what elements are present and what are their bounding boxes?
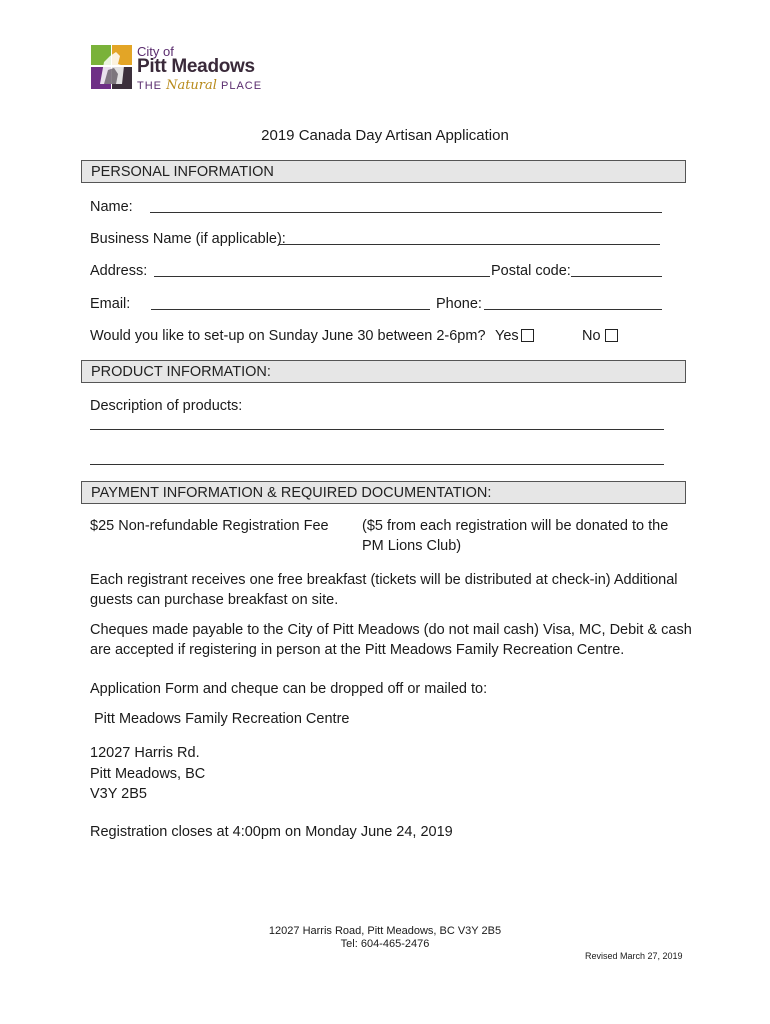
product-section-header [81, 360, 686, 383]
no-checkbox[interactable] [605, 329, 618, 342]
personal-heading: PERSONAL INFORMATION [91, 164, 274, 180]
email-field[interactable] [151, 296, 430, 310]
cheques-note-line-1: Cheques made payable to the City of Pitt Meadows (do not mail cash) Visa, MC, Debit & cash [90, 622, 692, 638]
description-line-1[interactable] [90, 416, 664, 430]
breakfast-note-line-1: Each registrant receives one free breakfast (tickets will be distributed at check-in) Additional [90, 572, 678, 588]
description-line-2[interactable] [90, 451, 664, 465]
yes-checkbox[interactable] [521, 329, 534, 342]
postal-code-label: Postal code: [491, 263, 571, 279]
registration-fee: $25 Non-refundable Registration Fee [90, 518, 329, 534]
mailing-address-line-3: V3Y 2B5 [90, 786, 147, 802]
email-label: Email: [90, 296, 131, 312]
page-title: 2019 Canada Day Artisan Application [261, 127, 509, 144]
registration-deadline: Registration closes at 4:00pm on Monday June 24, 2019 [90, 824, 453, 840]
cheques-note-line-2: are accepted if registering in person at the Pitt Meadows Family Recreation Centre. [90, 642, 625, 658]
dropoff-instructions: Application Form and cheque can be dropped off or mailed to: [90, 681, 488, 697]
phone-field[interactable] [484, 296, 662, 310]
mailing-address-line-1: 12027 Harris Rd. [90, 745, 200, 761]
payment-heading: PAYMENT INFORMATION & REQUIRED DOCUMENTATION: [91, 485, 492, 501]
business-name-field[interactable] [279, 231, 660, 245]
city-logo [90, 44, 270, 92]
centre-name: Pitt Meadows Family Recreation Centre [94, 711, 350, 727]
logo-tagline: THE Natural PLACE [137, 78, 263, 93]
no-label: No [582, 328, 601, 344]
personal-section-header [81, 160, 686, 183]
product-heading: PRODUCT INFORMATION: [91, 364, 271, 380]
sunday-setup-question: Would you like to set-up on Sunday June 30 between 2-6pm? [90, 328, 486, 344]
mailing-address-line-2: Pitt Meadows, BC [90, 766, 206, 782]
donation-note-line-2: PM Lions Club) [362, 538, 462, 554]
breakfast-note-line-2: guests can purchase breakfast on site. [90, 592, 339, 608]
address-field[interactable] [154, 263, 490, 277]
donation-note-line-1: ($5 from each registration will be donated to the [362, 518, 669, 534]
logo-pitt-meadows: Pitt Meadows [137, 56, 255, 77]
logo-mark-icon [90, 44, 134, 90]
phone-label: Phone: [436, 296, 482, 312]
postal-code-field[interactable] [571, 263, 662, 277]
footer-address: 12027 Harris Road, Pitt Meadows, BC V3Y 2B5 [268, 925, 502, 937]
payment-section-header [81, 481, 686, 504]
address-label: Address: [90, 263, 148, 279]
name-field[interactable] [150, 199, 662, 213]
yes-label: Yes [495, 328, 519, 344]
logo-city-of: City of [137, 44, 174, 59]
description-label: Description of products: [90, 398, 243, 414]
footer-phone: Tel: 604-465-2476 [340, 938, 430, 950]
name-label: Name: [90, 199, 133, 215]
revised-date: Revised March 27, 2019 [585, 951, 683, 961]
business-name-label: Business Name (if applicable): [90, 231, 286, 247]
